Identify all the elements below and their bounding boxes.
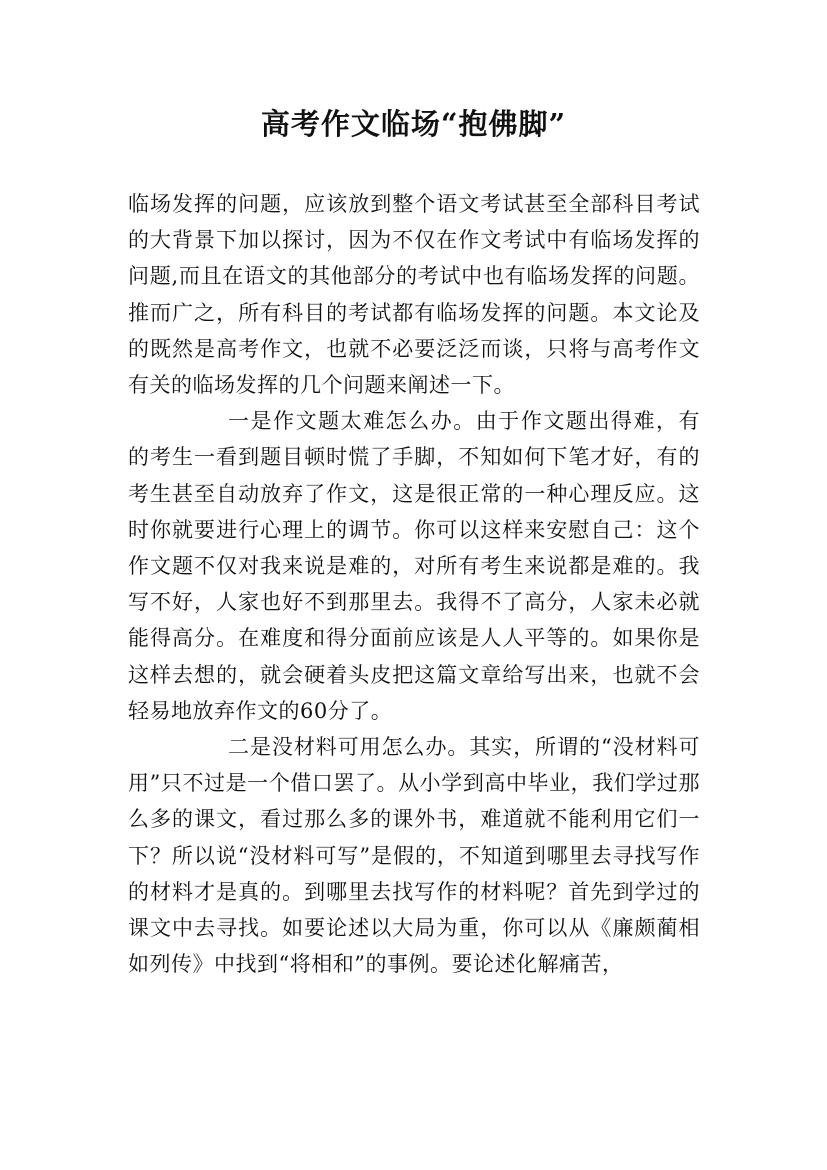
document-title: 高考作文临场“抱佛脚” [260, 107, 567, 141]
paragraph-point-one: 一是作文题太难怎么办。由于作文题出得难，有的考生一看到题目顿时慌了手脚，不知如何下笔才好，有的考生甚至自动放弃了作文，这是很正常的一种心理反应。这时你就要进行心理上的调节。你可以这样来安慰自己：这个作文题不仅对我来说是难的，对所有考生来说都是难的。我写不好，人家也好不到那里去。我得不了高分，人家未必就能得高分。在难度和得分面前应该是人人平等的。如果你是这样去想的，就会硬着头皮把这篇文章给写出来，也就不会轻易地放弃作文的60分了。 [128, 409, 700, 723]
paragraph-intro: 临场发挥的问题，应该放到整个语文考试甚至全部科目考试的大背景下加以探讨，因为不仅在作文考试中有临场发挥的问题,而且在语文的其他部分的考试中也有临场发挥的问题。推而广之，所有科目的考试都有临场发挥的问题。本文论及的既然是高考作文，也就不必要泛泛而谈，只将与高考作文有关的临场发挥的几个问题来阐述一下。 [128, 192, 700, 398]
document-body [128, 186, 700, 982]
paragraph-point-two: 二是没材料可用怎么办。其实，所谓的“没材料可用”只不过是一个借口罢了。从小学到高中毕业，我们学过那么多的课文，看过那么多的课外书，难道就不能利用它们一下？所以说“没材料可写”是假的，不知道到哪里去寻找写作的材料才是真的。到哪里去找写作的材料呢？首先到学过的课文中去寻找。如要论述以大局为重，你可以从《廉颇蔺相如列传》中找到“将相和”的事例。要论述化解痛苦， [128, 735, 700, 977]
